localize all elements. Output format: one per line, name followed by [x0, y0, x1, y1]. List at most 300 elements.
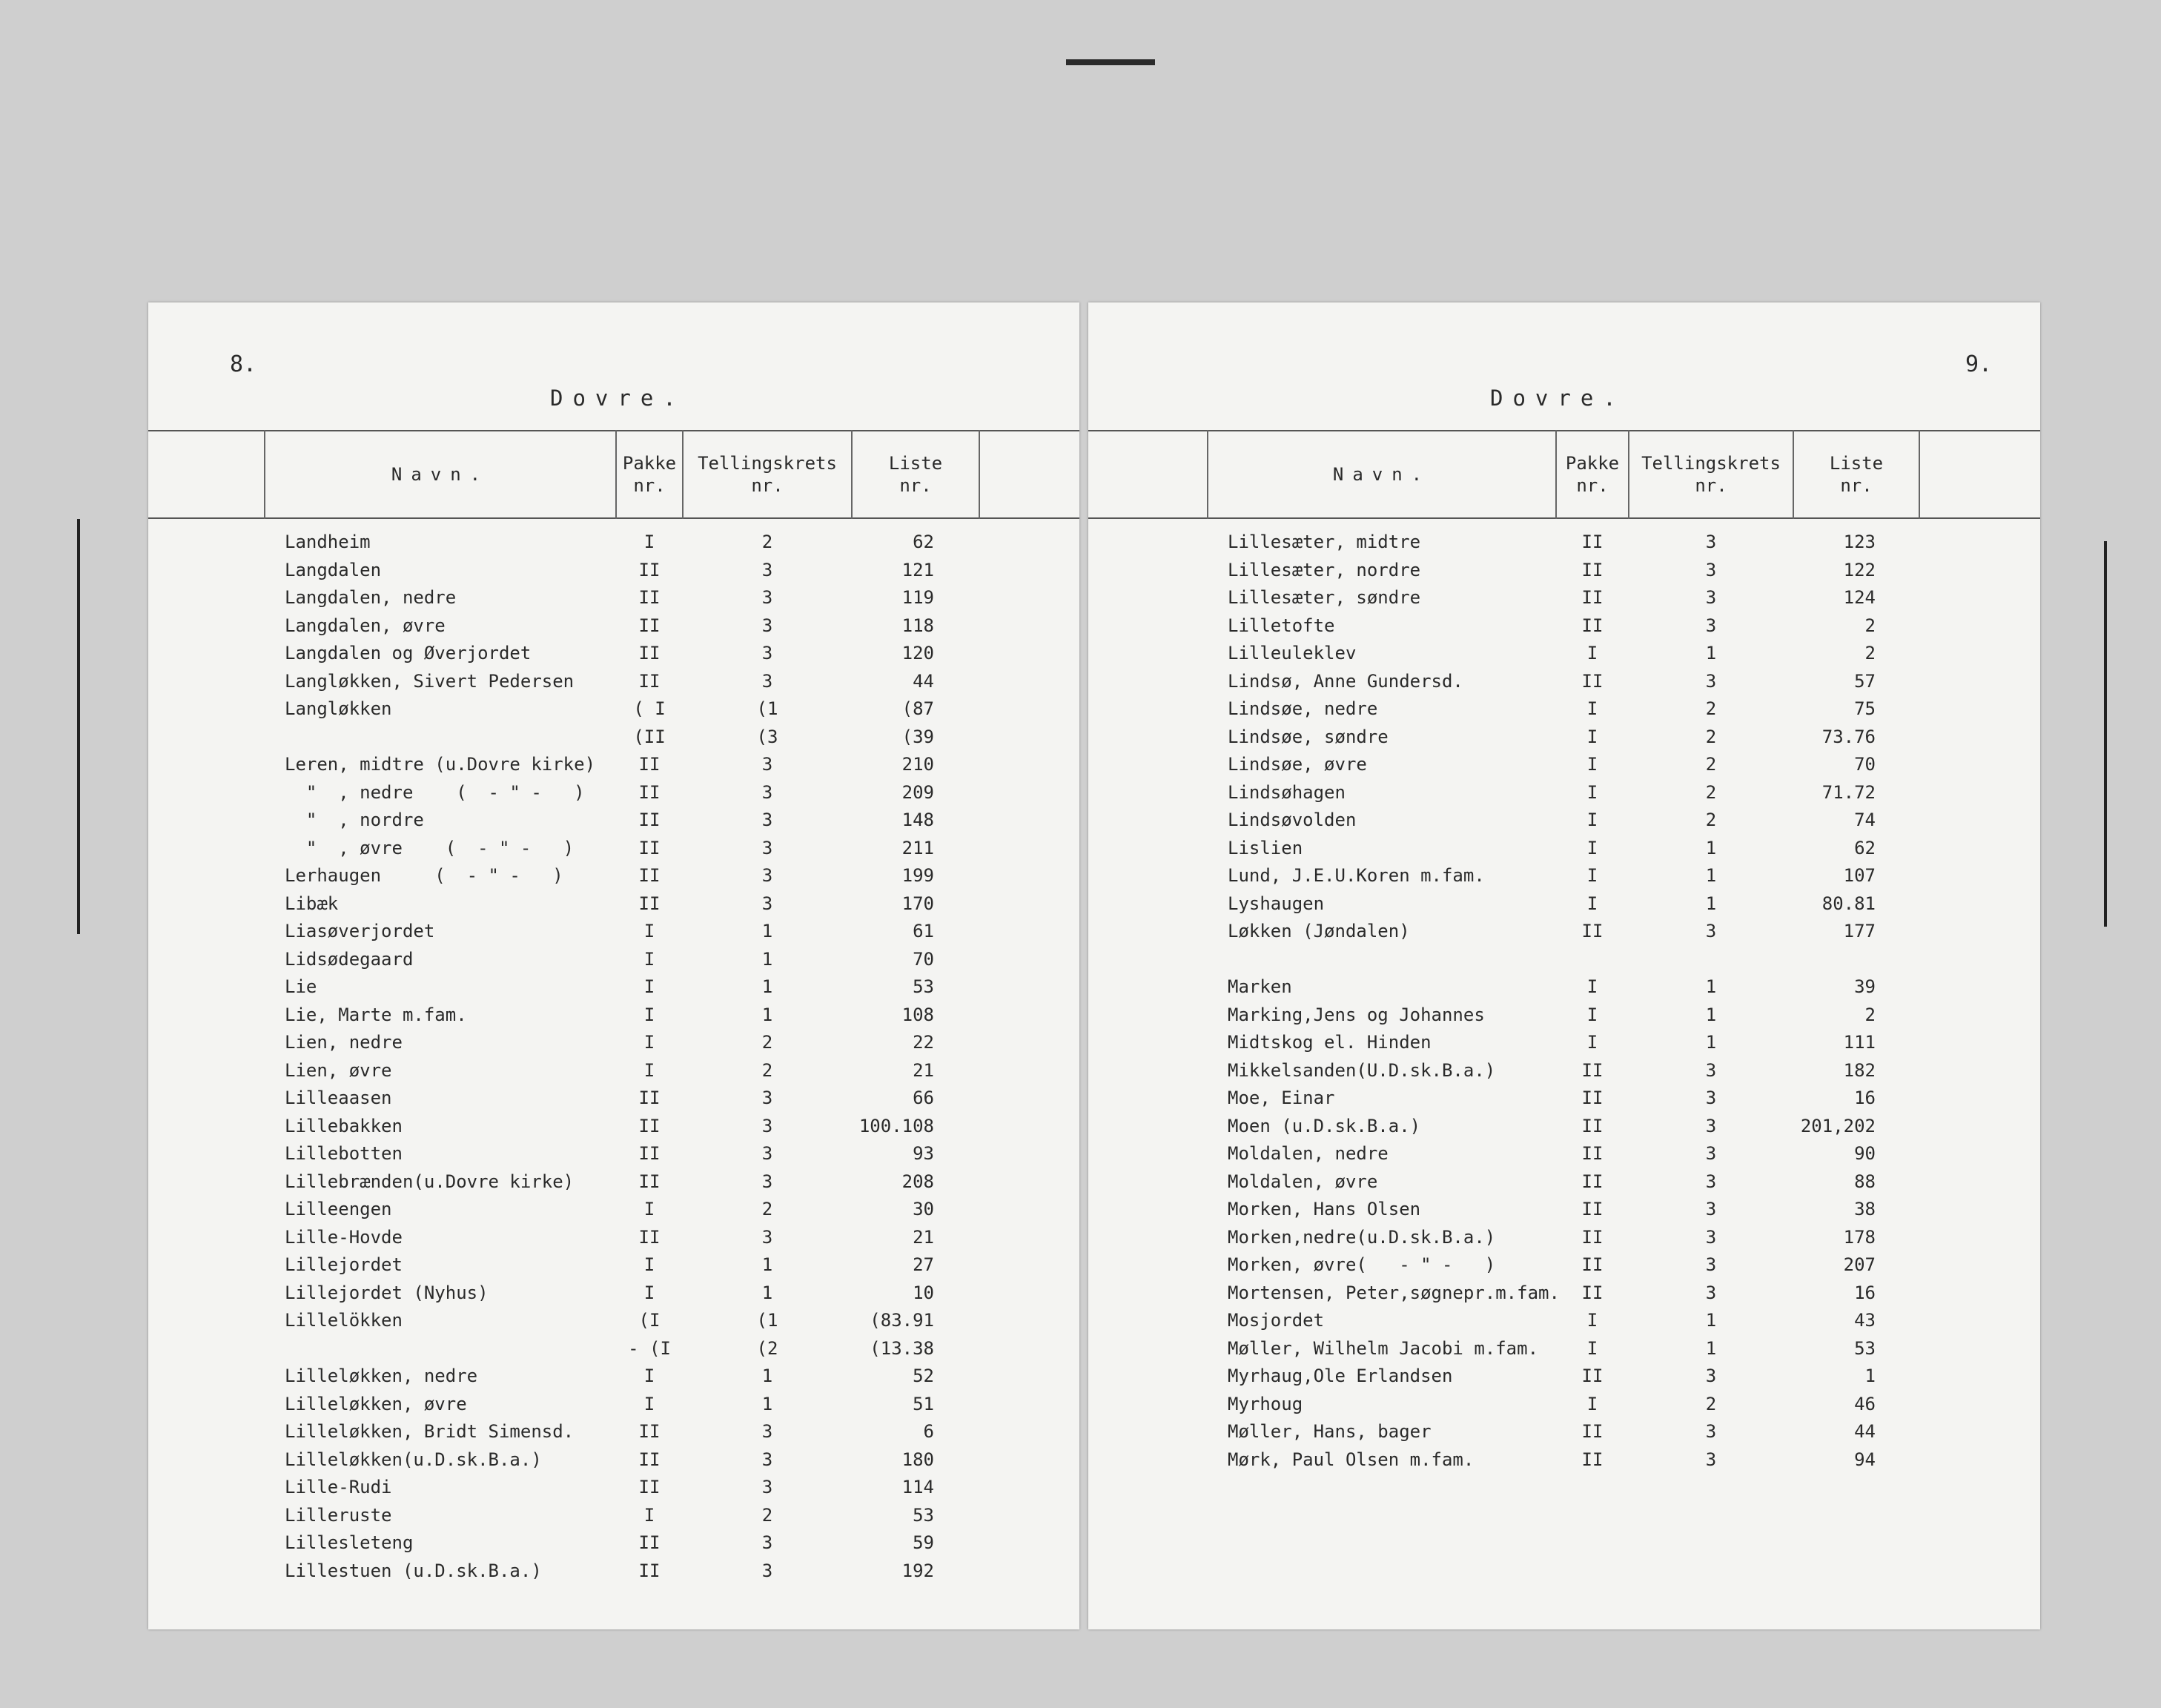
- cell-tellingskrets: 3: [761, 1115, 773, 1136]
- cell-navn: Lien, nedre: [285, 1032, 403, 1053]
- cell-pakke: I: [1586, 1337, 1598, 1359]
- cell-tellingskrets: 3: [761, 587, 773, 608]
- cell-liste: 118: [901, 615, 934, 636]
- cell-liste: 74: [1854, 810, 1876, 830]
- header-liste: Liste nr.: [1829, 453, 1884, 496]
- cell-pakke: ( I: [633, 698, 666, 719]
- cell-pakke: I: [1586, 643, 1598, 663]
- cell-pakke: II: [1581, 1254, 1604, 1275]
- table-row: [148, 779, 1079, 807]
- table-row: [1088, 1002, 2040, 1030]
- table-row: [148, 1002, 1079, 1030]
- cell-pakke: II: [1581, 1199, 1604, 1219]
- table-row: [148, 1280, 1079, 1308]
- cell-navn: Lerhaugen ( - " - ): [285, 865, 563, 886]
- table-row: [1088, 1224, 2040, 1252]
- table-row: [1088, 890, 2040, 918]
- cell-pakke: II: [638, 1088, 661, 1108]
- cell-navn: Libæk: [285, 893, 339, 914]
- cell-tellingskrets: 3: [761, 837, 773, 858]
- cell-liste: (39: [901, 726, 934, 747]
- table-row: [148, 1529, 1079, 1558]
- right-page: [1088, 302, 2040, 1629]
- cell-navn: Midtskog el. Hinden: [1228, 1032, 1432, 1053]
- cell-navn: Lilleruste: [285, 1504, 392, 1526]
- cell-liste: 170: [901, 893, 934, 914]
- cell-liste: 44: [1854, 1421, 1876, 1442]
- cell-navn: Lilleaasen: [285, 1088, 392, 1108]
- cell-tellingskrets: 3: [1705, 1143, 1717, 1164]
- cell-pakke: II: [638, 837, 661, 858]
- table-row: [1088, 835, 2040, 863]
- cell-tellingskrets: 1: [761, 1254, 773, 1275]
- cell-pakke: II: [638, 1115, 661, 1136]
- cell-tellingskrets: 2: [761, 1059, 773, 1081]
- page-number: 9.: [1965, 351, 1993, 377]
- cell-liste: 2: [1864, 1004, 1876, 1025]
- column-divider: [1919, 430, 1920, 519]
- cell-liste: 62: [913, 532, 934, 552]
- page-number: 8.: [230, 351, 257, 377]
- cell-navn: Lilleengen: [285, 1199, 392, 1219]
- table-row: [148, 1168, 1079, 1196]
- cell-liste: 210: [901, 754, 934, 775]
- cell-pakke: II: [638, 1226, 661, 1248]
- table-row: [148, 1085, 1079, 1113]
- cell-tellingskrets: 3: [1705, 615, 1717, 636]
- table-row: [1088, 1280, 2040, 1308]
- table-row: [1088, 529, 2040, 557]
- cell-navn: Morken,nedre(u.D.sk.B.a.): [1228, 1226, 1496, 1248]
- cell-pakke: II: [1581, 1059, 1604, 1081]
- cell-navn: Lillelökken: [285, 1310, 403, 1331]
- cell-pakke: II: [638, 1143, 661, 1164]
- cell-tellingskrets: 3: [1705, 1199, 1717, 1219]
- cell-liste: 177: [1843, 921, 1876, 941]
- cell-pakke: II: [638, 615, 661, 636]
- cell-liste: 119: [901, 587, 934, 608]
- cell-liste: 53: [913, 976, 934, 997]
- cell-navn: Moldalen, nedre: [1228, 1143, 1389, 1164]
- cell-liste: 30: [913, 1199, 934, 1219]
- cell-liste: 114: [901, 1477, 934, 1497]
- table-row: [1088, 862, 2040, 890]
- cell-navn: Lillesæter, søndre: [1228, 587, 1421, 608]
- table-body: [148, 529, 1079, 1585]
- table-row: [148, 668, 1079, 696]
- cell-pakke: II: [638, 643, 661, 663]
- cell-navn: Moldalen, øvre: [1228, 1171, 1378, 1192]
- table-row: [148, 1057, 1079, 1085]
- cell-pakke: I: [1586, 1004, 1598, 1025]
- table-row: [1088, 584, 2040, 612]
- table-row: [148, 584, 1079, 612]
- table-row: [1088, 1391, 2040, 1419]
- cell-pakke: II: [1581, 921, 1604, 941]
- table-row: [148, 1029, 1079, 1057]
- table-row: [148, 1113, 1079, 1141]
- cell-tellingskrets: 3: [1705, 1171, 1717, 1192]
- table-row: [148, 1224, 1079, 1252]
- cell-liste: 21: [913, 1059, 934, 1081]
- cell-liste: 211: [901, 837, 934, 858]
- cell-navn: Mosjordet: [1228, 1310, 1325, 1331]
- cell-tellingskrets: 3: [761, 1226, 773, 1248]
- header-navn: Navn.: [391, 464, 490, 485]
- table-row: [148, 1391, 1079, 1419]
- cell-navn: Lille-Rudi: [285, 1477, 392, 1497]
- cell-pakke: II: [638, 1477, 661, 1497]
- cell-pakke: II: [638, 1532, 661, 1553]
- cell-pakke: II: [1581, 1115, 1604, 1136]
- cell-pakke: II: [1581, 587, 1604, 608]
- cell-pakke: (I: [638, 1310, 661, 1331]
- table-row: [1088, 1029, 2040, 1057]
- cell-liste: 93: [913, 1143, 934, 1164]
- cell-tellingskrets: 3: [761, 1088, 773, 1108]
- header-tellingskrets: Tellingskrets nr.: [698, 453, 837, 496]
- cell-navn: Moe, Einar: [1228, 1088, 1335, 1108]
- cell-pakke: I: [643, 1199, 655, 1219]
- cell-pakke: II: [1581, 1226, 1604, 1248]
- cell-pakke: II: [638, 754, 661, 775]
- cell-pakke: I: [1586, 754, 1598, 775]
- cell-liste: 2: [1864, 643, 1876, 663]
- column-divider: [979, 430, 980, 519]
- cell-tellingskrets: 3: [761, 893, 773, 914]
- table-header: [1088, 430, 2040, 519]
- cell-navn: Lilleløkken, øvre: [285, 1393, 467, 1414]
- table-row: [148, 890, 1079, 918]
- cell-liste: 62: [1854, 837, 1876, 858]
- cell-liste: 107: [1843, 865, 1876, 886]
- cell-pakke: I: [643, 1366, 655, 1386]
- cell-navn: Lien, øvre: [285, 1059, 392, 1081]
- cell-navn: Lillebotten: [285, 1143, 403, 1164]
- cell-navn: Lislien: [1228, 837, 1303, 858]
- cell-liste: 16: [1854, 1282, 1876, 1303]
- cell-tellingskrets: 1: [761, 976, 773, 997]
- cell-pakke: I: [643, 976, 655, 997]
- cell-navn: Marking,Jens og Johannes: [1228, 1004, 1485, 1025]
- cell-liste: 123: [1843, 532, 1876, 552]
- cell-pakke: I: [1586, 893, 1598, 914]
- table-row: [148, 1558, 1079, 1586]
- cell-pakke: I: [1586, 976, 1598, 997]
- cell-tellingskrets: 2: [1705, 810, 1717, 830]
- cell-liste: 59: [913, 1532, 934, 1553]
- cell-pakke: II: [638, 865, 661, 886]
- cell-pakke: II: [1581, 1449, 1604, 1470]
- cell-tellingskrets: 3: [1705, 1059, 1717, 1081]
- table-row: [1088, 695, 2040, 724]
- table-row: [1088, 946, 2040, 974]
- table-row: [1088, 779, 2040, 807]
- cell-pakke: II: [638, 1171, 661, 1192]
- cell-tellingskrets: (3: [756, 726, 778, 747]
- page-title: Dovre.: [550, 385, 686, 411]
- cell-tellingskrets: 3: [761, 670, 773, 692]
- table-row: [148, 973, 1079, 1002]
- cell-navn: Lindsøe, søndre: [1228, 726, 1389, 747]
- cell-navn: Lund, J.E.U.Koren m.fam.: [1228, 865, 1485, 886]
- cell-navn: Lyshaugen: [1228, 893, 1325, 914]
- cell-liste: 38: [1854, 1199, 1876, 1219]
- table-row: [148, 1502, 1079, 1530]
- cell-pakke: I: [643, 1282, 655, 1303]
- table-row: [148, 946, 1079, 974]
- cell-pakke: I: [1586, 837, 1598, 858]
- cell-liste: 208: [901, 1171, 934, 1192]
- cell-navn: Lillesleteng: [285, 1532, 414, 1553]
- cell-liste: 94: [1854, 1449, 1876, 1470]
- cell-liste: 124: [1843, 587, 1876, 608]
- cell-liste: 46: [1854, 1393, 1876, 1414]
- top-dash-mark: [1066, 59, 1155, 65]
- cell-tellingskrets: 3: [761, 1449, 773, 1470]
- table-row: [148, 1251, 1079, 1280]
- table-row: [1088, 1335, 2040, 1363]
- cell-tellingskrets: 2: [1705, 698, 1717, 719]
- cell-tellingskrets: 3: [1705, 1449, 1717, 1470]
- table-row: [1088, 1085, 2040, 1113]
- cell-navn: Myrhaug,Ole Erlandsen: [1228, 1366, 1453, 1386]
- table-row: [148, 1474, 1079, 1502]
- cell-pakke: II: [638, 781, 661, 803]
- cell-liste: 178: [1843, 1226, 1876, 1248]
- cell-liste: 209: [901, 781, 934, 803]
- cell-pakke: II: [638, 1449, 661, 1470]
- cell-navn: Langløkken, Sivert Pedersen: [285, 670, 575, 692]
- cell-navn: Mørk, Paul Olsen m.fam.: [1228, 1449, 1475, 1470]
- cell-navn: Mikkelsanden(U.D.sk.B.a.): [1228, 1059, 1496, 1081]
- cell-liste: 108: [901, 1004, 934, 1025]
- cell-navn: Leren, midtre (u.Dovre kirke): [285, 754, 596, 775]
- cell-navn: Lie: [285, 976, 317, 997]
- cell-tellingskrets: 1: [1705, 1310, 1717, 1331]
- cell-tellingskrets: 2: [1705, 726, 1717, 747]
- cell-tellingskrets: 1: [1705, 865, 1717, 886]
- table-row: [148, 862, 1079, 890]
- cell-tellingskrets: 1: [1705, 976, 1717, 997]
- cell-tellingskrets: 3: [1705, 1226, 1717, 1248]
- table-row: [148, 1446, 1079, 1474]
- table-row: [148, 1307, 1079, 1335]
- header-navn: Navn.: [1332, 464, 1432, 485]
- cell-tellingskrets: 1: [1705, 643, 1717, 663]
- cell-pakke: II: [638, 670, 661, 692]
- cell-pakke: II: [1581, 1143, 1604, 1164]
- cell-liste: 61: [913, 921, 934, 941]
- table-row: [1088, 807, 2040, 835]
- cell-navn: Myrhoug: [1228, 1393, 1303, 1414]
- table-row: [148, 724, 1079, 752]
- table-row: [1088, 612, 2040, 640]
- cell-navn: Lillejordet: [285, 1254, 403, 1275]
- cell-navn: Lidsødegaard: [285, 948, 414, 970]
- cell-navn: Lie, Marte m.fam.: [285, 1004, 467, 1025]
- cell-liste: 44: [913, 670, 934, 692]
- table-row: [1088, 1057, 2040, 1085]
- cell-navn: Lillebrænden(u.Dovre kirke): [285, 1171, 575, 1192]
- cell-navn: Lindsøvolden: [1228, 810, 1357, 830]
- cell-liste: 16: [1854, 1088, 1876, 1108]
- cell-pakke: II: [1581, 1366, 1604, 1386]
- cell-tellingskrets: 2: [761, 1032, 773, 1053]
- cell-tellingskrets: 1: [1705, 1337, 1717, 1359]
- cell-tellingskrets: 2: [1705, 781, 1717, 803]
- cell-tellingskrets: (1: [756, 1310, 778, 1331]
- cell-navn: Morken, Hans Olsen: [1228, 1199, 1421, 1219]
- cell-pakke: I: [643, 1032, 655, 1053]
- table-row: [1088, 1307, 2040, 1335]
- header-pakke: Pakke nr.: [622, 453, 677, 496]
- cell-pakke: (II: [633, 726, 666, 747]
- table-row: [148, 529, 1079, 557]
- cell-pakke: I: [643, 948, 655, 970]
- cell-tellingskrets: 3: [1705, 670, 1717, 692]
- cell-liste: 70: [913, 948, 934, 970]
- cell-pakke: II: [638, 1560, 661, 1581]
- cell-navn: Lindsøe, øvre: [1228, 754, 1367, 775]
- table-header: [148, 430, 1079, 519]
- cell-pakke: I: [1586, 865, 1598, 886]
- cell-liste: (13.38: [870, 1337, 934, 1359]
- table-row: [1088, 1446, 2040, 1474]
- cell-navn: Lilleløkken, nedre: [285, 1366, 478, 1386]
- cell-liste: 73.76: [1821, 726, 1876, 747]
- table-row: [148, 1363, 1079, 1391]
- cell-tellingskrets: 2: [761, 532, 773, 552]
- cell-tellingskrets: 3: [1705, 1254, 1717, 1275]
- cell-liste: 51: [913, 1393, 934, 1414]
- cell-pakke: II: [1581, 670, 1604, 692]
- cell-liste: 70: [1854, 754, 1876, 775]
- right-edge-mark: [2104, 541, 2107, 927]
- cell-pakke: I: [1586, 1393, 1598, 1414]
- table-row: [148, 835, 1079, 863]
- cell-tellingskrets: 3: [1705, 559, 1717, 580]
- cell-liste: 80.81: [1821, 893, 1876, 914]
- cell-navn: Møller, Wilhelm Jacobi m.fam.: [1228, 1337, 1539, 1359]
- table-row: [148, 1140, 1079, 1168]
- cell-navn: Liasøverjordet: [285, 921, 435, 941]
- cell-tellingskrets: 2: [761, 1199, 773, 1219]
- cell-tellingskrets: 3: [1705, 921, 1717, 941]
- cell-navn: Lindsøhagen: [1228, 781, 1346, 803]
- table-row: [148, 612, 1079, 640]
- cell-pakke: II: [1581, 615, 1604, 636]
- cell-pakke: I: [643, 921, 655, 941]
- cell-liste: 43: [1854, 1310, 1876, 1331]
- cell-navn: Lillejordet (Nyhus): [285, 1282, 489, 1303]
- cell-tellingskrets: 3: [761, 1477, 773, 1497]
- cell-pakke: I: [1586, 781, 1598, 803]
- cell-tellingskrets: 3: [761, 810, 773, 830]
- cell-tellingskrets: 1: [761, 1393, 773, 1414]
- cell-pakke: II: [638, 559, 661, 580]
- cell-pakke: I: [643, 1004, 655, 1025]
- cell-pakke: II: [1581, 1088, 1604, 1108]
- cell-liste: 39: [1854, 976, 1876, 997]
- cell-navn: Møller, Hans, bager: [1228, 1421, 1432, 1442]
- table-row: [148, 640, 1079, 668]
- cell-pakke: I: [643, 1059, 655, 1081]
- table-body: [1088, 529, 2040, 1474]
- cell-navn: " , nedre ( - " - ): [285, 781, 585, 803]
- table-row: [148, 695, 1079, 724]
- cell-liste: 88: [1854, 1171, 1876, 1192]
- cell-liste: 148: [901, 810, 934, 830]
- cell-pakke: I: [1586, 1310, 1598, 1331]
- cell-liste: 71.72: [1821, 781, 1876, 803]
- table-row: [1088, 1251, 2040, 1280]
- table-row: [148, 807, 1079, 835]
- cell-navn: Lillestuen (u.D.sk.B.a.): [285, 1560, 542, 1581]
- cell-navn: Lilletofte: [1228, 615, 1335, 636]
- table-row: [1088, 668, 2040, 696]
- cell-pakke: II: [638, 893, 661, 914]
- table-row: [1088, 918, 2040, 946]
- cell-pakke: II: [1581, 559, 1604, 580]
- cell-navn: Lillesæter, midtre: [1228, 532, 1421, 552]
- cell-pakke: I: [1586, 726, 1598, 747]
- cell-pakke: I: [1586, 698, 1598, 719]
- cell-tellingskrets: 3: [1705, 1088, 1717, 1108]
- cell-pakke: I: [1586, 1032, 1598, 1053]
- cell-tellingskrets: 1: [761, 1282, 773, 1303]
- cell-liste: 90: [1854, 1143, 1876, 1164]
- table-row: [148, 918, 1079, 946]
- cell-liste: 192: [901, 1560, 934, 1581]
- cell-liste: 10: [913, 1282, 934, 1303]
- cell-tellingskrets: 3: [761, 754, 773, 775]
- left-page: [148, 302, 1079, 1629]
- cell-tellingskrets: 3: [1705, 1282, 1717, 1303]
- cell-tellingskrets: 1: [1705, 1004, 1717, 1025]
- table-row: [1088, 1363, 2040, 1391]
- cell-liste: 182: [1843, 1059, 1876, 1081]
- cell-tellingskrets: 1: [761, 948, 773, 970]
- cell-navn: Lilleløkken, Bridt Simensd.: [285, 1421, 575, 1442]
- cell-tellingskrets: 1: [1705, 1032, 1717, 1053]
- cell-pakke: II: [638, 587, 661, 608]
- cell-liste: 57: [1854, 670, 1876, 692]
- cell-navn: Lillesæter, nordre: [1228, 559, 1421, 580]
- cell-navn: Langløkken: [285, 698, 392, 719]
- cell-pakke: I: [643, 532, 655, 552]
- cell-pakke: II: [1581, 1421, 1604, 1442]
- cell-tellingskrets: 1: [761, 1366, 773, 1386]
- cell-pakke: I: [643, 1393, 655, 1414]
- cell-navn: Lindsøe, nedre: [1228, 698, 1378, 719]
- cell-tellingskrets: 3: [761, 1421, 773, 1442]
- cell-navn: Lillebakken: [285, 1115, 403, 1136]
- cell-liste: 1: [1864, 1366, 1876, 1386]
- cell-liste: 199: [901, 865, 934, 886]
- cell-liste: 27: [913, 1254, 934, 1275]
- cell-liste: 100.108: [858, 1115, 934, 1136]
- cell-pakke: I: [643, 1504, 655, 1526]
- cell-liste: 53: [1854, 1337, 1876, 1359]
- cell-navn: Lindsø, Anne Gundersd.: [1228, 670, 1463, 692]
- cell-liste: 120: [901, 643, 934, 663]
- table-row: [148, 1335, 1079, 1363]
- cell-pakke: II: [638, 810, 661, 830]
- cell-liste: 122: [1843, 559, 1876, 580]
- table-row: [1088, 1196, 2040, 1224]
- cell-tellingskrets: 3: [1705, 1115, 1717, 1136]
